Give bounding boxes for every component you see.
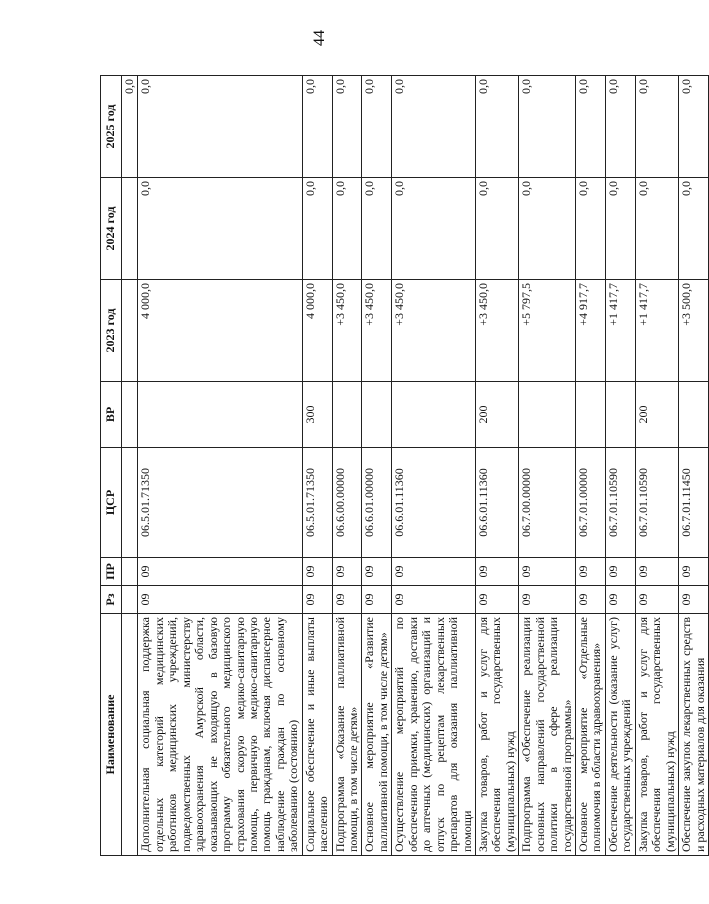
cell-rz: 09 <box>392 586 476 614</box>
cell-y2024: 0,0 <box>362 178 392 280</box>
cell-pr: 09 <box>679 558 709 586</box>
table-row <box>605 76 635 856</box>
cell-name: Подпрограмма «Обеспечение реализации основных направлений государственной политики в сфере реализации государственной программы» <box>519 614 576 856</box>
continuation-y2025: 0,0 <box>122 76 138 178</box>
cell-y2025: 0,0 <box>138 76 302 178</box>
cell-y2023: +3 450,0 <box>362 280 392 382</box>
cell-pr: 09 <box>605 558 635 586</box>
cell-y2024: 0,0 <box>679 178 709 280</box>
cell-name: Подпрограмма «Оказание паллиативной помощи, в том числе детям» <box>332 614 362 856</box>
cell-csr: 06.5.01.71350 <box>138 448 302 558</box>
cell-y2023: +1 417,7 <box>605 280 635 382</box>
cell-y2025: 0,0 <box>392 76 476 178</box>
header-vr: ВР <box>101 382 122 448</box>
cell-csr: 06.6.01.11360 <box>392 448 476 558</box>
cell-pr: 09 <box>519 558 576 586</box>
cell-csr: 06.6.00.00000 <box>332 448 362 558</box>
header-csr: ЦСР <box>101 448 122 558</box>
cell-vr <box>362 382 392 448</box>
cell-name: Осуществление мероприятий по обеспечению приемки, хранению, доставки до аптечных (медицинских) организаций и отпуск по рецептам лекарственных препаратов для оказания паллиативной помощи <box>392 614 476 856</box>
cell-csr: 06.7.01.11450 <box>679 448 709 558</box>
cell-y2023: +3 450,0 <box>392 280 476 382</box>
cell-y2025: 0,0 <box>679 76 709 178</box>
cell-rz: 09 <box>519 586 576 614</box>
header-rz: Рз <box>101 586 122 614</box>
cell-y2025: 0,0 <box>635 76 678 178</box>
cell-y2024: 0,0 <box>302 178 332 280</box>
cell-rz: 09 <box>605 586 635 614</box>
cell-csr: 06.7.00.00000 <box>519 448 576 558</box>
table-row <box>635 76 678 856</box>
cell-csr: 06.6.01.11360 <box>475 448 518 558</box>
cell-y2024: 0,0 <box>475 178 518 280</box>
cell-y2023: +3 450,0 <box>332 280 362 382</box>
cell-pr: 09 <box>332 558 362 586</box>
cell-y2025: 0,0 <box>475 76 518 178</box>
cell-vr: 300 <box>302 382 332 448</box>
cell-csr: 06.7.01.10590 <box>635 448 678 558</box>
cell-pr: 09 <box>392 558 476 586</box>
cell-rz: 09 <box>138 586 302 614</box>
cell-vr <box>519 382 576 448</box>
cell-csr: 06.7.01.00000 <box>576 448 606 558</box>
cell-csr: 06.5.01.71350 <box>302 448 332 558</box>
cell-y2025: 0,0 <box>332 76 362 178</box>
cell-vr <box>576 382 606 448</box>
cell-rz: 09 <box>576 586 606 614</box>
cell-name: Основное мероприятие «Отдельные полномочия в области здравоохранения» <box>576 614 606 856</box>
cell-pr: 09 <box>362 558 392 586</box>
cell-y2023: 4 000,0 <box>138 280 302 382</box>
cell-name: Закупка товаров, работ и услуг для обеспечения государственных (муниципальных) нужд <box>635 614 678 856</box>
cell-y2024: 0,0 <box>605 178 635 280</box>
cell-name: Основное мероприятие «Развитие паллиативной помощи, в том числе детям» <box>362 614 392 856</box>
cell-rz: 09 <box>679 586 709 614</box>
cell-y2023: +3 450,0 <box>475 280 518 382</box>
table-row <box>332 76 362 856</box>
rotated-table-container <box>100 76 707 856</box>
cell-rz: 09 <box>635 586 678 614</box>
cell-y2024: 0,0 <box>332 178 362 280</box>
cell-y2025: 0,0 <box>302 76 332 178</box>
budget-table <box>100 75 709 856</box>
cell-y2024: 0,0 <box>138 178 302 280</box>
table-row <box>392 76 476 856</box>
table-row <box>519 76 576 856</box>
header-pr: ПР <box>101 558 122 586</box>
cell-rz: 09 <box>332 586 362 614</box>
cell-name: Закупка товаров, работ и услуг для обеспечения государственных (муниципальных) нужд <box>475 614 518 856</box>
table-row <box>576 76 606 856</box>
continuation-row <box>122 76 138 856</box>
cell-y2025: 0,0 <box>519 76 576 178</box>
table-row <box>138 76 302 856</box>
cell-vr: 200 <box>635 382 678 448</box>
cell-rz: 09 <box>302 586 332 614</box>
cell-pr: 09 <box>302 558 332 586</box>
cell-y2025: 0,0 <box>576 76 606 178</box>
header-2025: 2025 год <box>101 76 122 178</box>
table-row <box>362 76 392 856</box>
cell-pr: 09 <box>635 558 678 586</box>
cell-y2023: +5 797,5 <box>519 280 576 382</box>
cell-y2023: +3 500,0 <box>679 280 709 382</box>
cell-y2025: 0,0 <box>605 76 635 178</box>
cell-rz: 09 <box>475 586 518 614</box>
header-2023: 2023 год <box>101 280 122 382</box>
cell-name: Социальное обеспечение и иные выплаты населению <box>302 614 332 856</box>
cell-vr <box>605 382 635 448</box>
cell-vr: 200 <box>475 382 518 448</box>
cell-y2024: 0,0 <box>392 178 476 280</box>
cell-csr: 06.6.01.00000 <box>362 448 392 558</box>
table-header-row <box>101 76 122 856</box>
cell-vr <box>332 382 362 448</box>
header-2024: 2024 год <box>101 178 122 280</box>
cell-y2023: +1 417,7 <box>635 280 678 382</box>
cell-y2024: 0,0 <box>576 178 606 280</box>
cell-pr: 09 <box>138 558 302 586</box>
header-name: Наименование <box>101 614 122 856</box>
cell-pr: 09 <box>576 558 606 586</box>
cell-y2023: 4 000,0 <box>302 280 332 382</box>
table-row <box>679 76 709 856</box>
table-row <box>302 76 332 856</box>
cell-name: Обеспечение закупок лекарственных средств и расходных материалов для оказания <box>679 614 709 856</box>
cell-pr: 09 <box>475 558 518 586</box>
cell-vr <box>679 382 709 448</box>
cell-y2023: +4 917,7 <box>576 280 606 382</box>
page-number: 44 <box>311 30 328 46</box>
cell-y2025: 0,0 <box>362 76 392 178</box>
table-row <box>475 76 518 856</box>
cell-rz: 09 <box>362 586 392 614</box>
cell-name: Дополнительная социальная поддержка отдельных категорий медицинских работников медицинских учреждений, подведомственных министерству здравоохранения Амурской области, оказывающих не входящую в базовую программу обязательного медицинского страхования скорую медико-санитарную помощь, первичную медико-санитарную помощь гражданам, включая диспансерное наблюдение граждан по основному заболеванию (состоянию) <box>138 614 302 856</box>
cell-vr <box>138 382 302 448</box>
cell-y2024: 0,0 <box>635 178 678 280</box>
cell-vr <box>392 382 476 448</box>
cell-csr: 06.7.01.10590 <box>605 448 635 558</box>
cell-name: Обеспечение деятельности (оказание услуг) государственных учреждений <box>605 614 635 856</box>
cell-y2024: 0,0 <box>519 178 576 280</box>
